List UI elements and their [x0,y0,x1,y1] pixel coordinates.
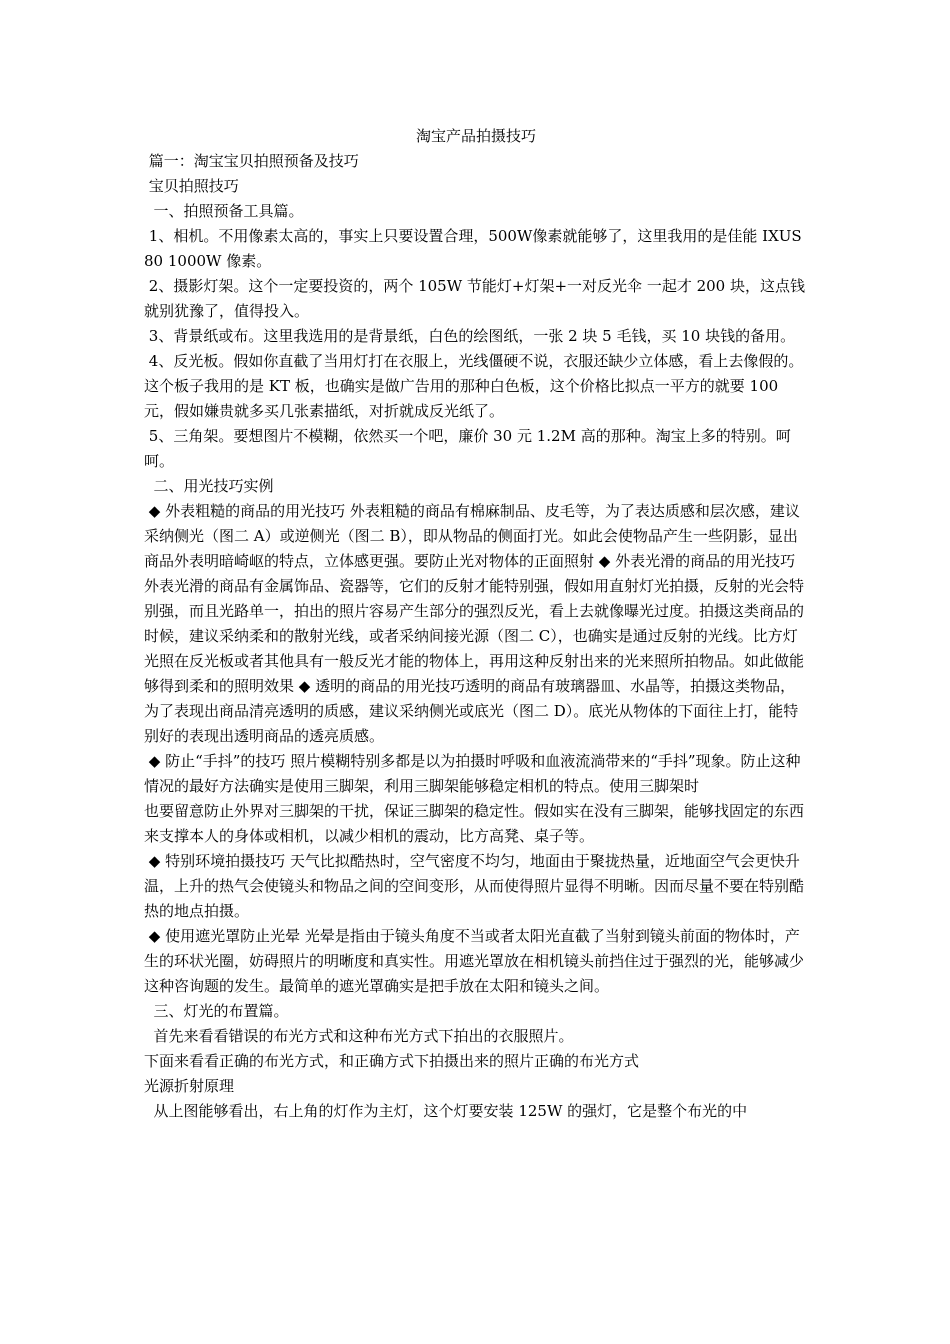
paragraph-11: ◆ 防止“手抖”的技巧 照片模糊特别多都是以为拍摄时呼吸和血液流淌带来的“手抖”现象。防止这种情况的最好方法确实是使用三脚架，利用三脚架能够稳定相机的特点。使用三脚架时 [144,752,801,795]
paragraph-13: ◆ 特别环境拍摄技巧 天气比拟酷热时，空气密度不均匀，地面由于聚拢热量，近地面空气会更快升温，上升的热气会使镜头和物品之间的空间变形，从而使得照片显得不明晰。因而尽量不要在特别酷热的地点拍摄。 [144,852,805,920]
paragraph-19: 从上图能够看出，右上角的灯作为主灯，这个灯要安装 125W 的强灯，它是整个布光的中 [144,1102,748,1120]
paragraph-7: 4、反光板。假如你直截了当用灯打在衣服上，光线僵硬不说，衣服还缺少立体感，看上去像假的。这个板子我用的是 KT 板，也确实是做广告用的那种白色板，这个价格比拟点一平方的就要 100 元，假如嫌贵就多买几张素描纸，对折就成反光纸了。 [144,352,804,420]
document-title: 淘宝产品拍摄技巧 [415,127,536,145]
paragraph-3: 一、拍照预备工具篇。 [144,202,304,220]
paragraph-12: 也要留意防止外界对三脚架的干扰，保证三脚架的稳定性。假如实在没有三脚架，能够找固定的东西来支撑本人的身体或相机，以减少相机的震动，比方高凳、桌子等。 [144,802,805,845]
paragraph-5: 2、摄影灯架。这个一定要投资的，两个 105W 节能灯+灯架+一对反光伞 一起才 200 块，这点钱就别犹豫了，值得投入。 [144,277,805,320]
paragraph-18: 光源折射原理 [144,1077,235,1095]
paragraph-10: ◆ 外表粗糙的商品的用光技巧 外表粗糙的商品有棉麻制品、皮毛等，为了表达质感和层次感，建议采纳侧光（图二 A）或逆侧光（图二 B），即从物品的侧面打光。如此会使物品产生一些阴影，显出商品外表明暗崎岖的特点，立体感更强。要防止光对物体的正面照射 ◆ 外表光滑的商品的用光技巧外表光滑的商品有金属饰品、瓷器等，它们的反射才能特别强，假如用直射灯光拍摄，反射的光会特别强，而且光路单一，拍出的照片容易产生部分的强烈反光，看上去就像曝光过度。拍摄这类商品的时候，建议采纳柔和的散射光线，或者采纳间接光源（图二 C），也确实是通过反射的光线。比方灯光照在反光板或者其他具有一般反光才能的物体上，再用这种反射出来的光来照所拍物品。如此做能够得到柔和的照明效果 ◆ 透明的商品的用光技巧透明的商品有玻璃器皿、水晶等，拍摄这类物品，为了表现出商品清亮透明的质感，建议采纳侧光或底光（图二 D）。底光从物体的下面往上打，能特别好的表现出透明商品的透亮质感。 [144,502,805,745]
paragraph-14: ◆ 使用遮光罩防止光晕 光晕是指由于镜头角度不当或者太阳光直截了当射到镜头前面的物体时，产生的环状光圈，妨碍照片的明晰度和真实性。用遮光罩放在相机镜头前挡住过于强烈的光，能够减少这种咨询题的发生。最简单的遮光罩确实是把手放在太阳和镜头之间。 [144,927,805,995]
paragraph-1: 篇一：淘宝宝贝拍照预备及技巧 [144,152,359,170]
paragraph-9: 二、用光技巧实例 [144,477,274,495]
paragraph-16: 首先来看看错误的布光方式和这种布光方式下拍出的衣服照片。 [144,1027,574,1045]
paragraph-2: 宝贝拍照技巧 [144,177,239,195]
paragraph-17: 下面来看看正确的布光方式，和正确方式下拍摄出来的照片正确的布光方式 [144,1052,640,1070]
paragraph-8: 5、三角架。要想图片不模糊，依然买一个吧，廉价 30 元 1.2M 高的那种。淘宝上多的特别。呵呵。 [144,427,791,470]
paragraph-6: 3、背景纸或布。这里我选用的是背景纸，白色的绘图纸，一张 2 块 5 毛钱，买 10 块钱的备用。 [144,327,796,345]
document-body [144,124,808,1124]
paragraph-4: 1、相机。不用像素太高的，事实上只要设置合理，500W像素就能够了，这里我用的是佳能 IXUS80 1000W 像素。 [144,227,802,270]
paragraph-15: 三、灯光的布置篇。 [144,1002,289,1020]
